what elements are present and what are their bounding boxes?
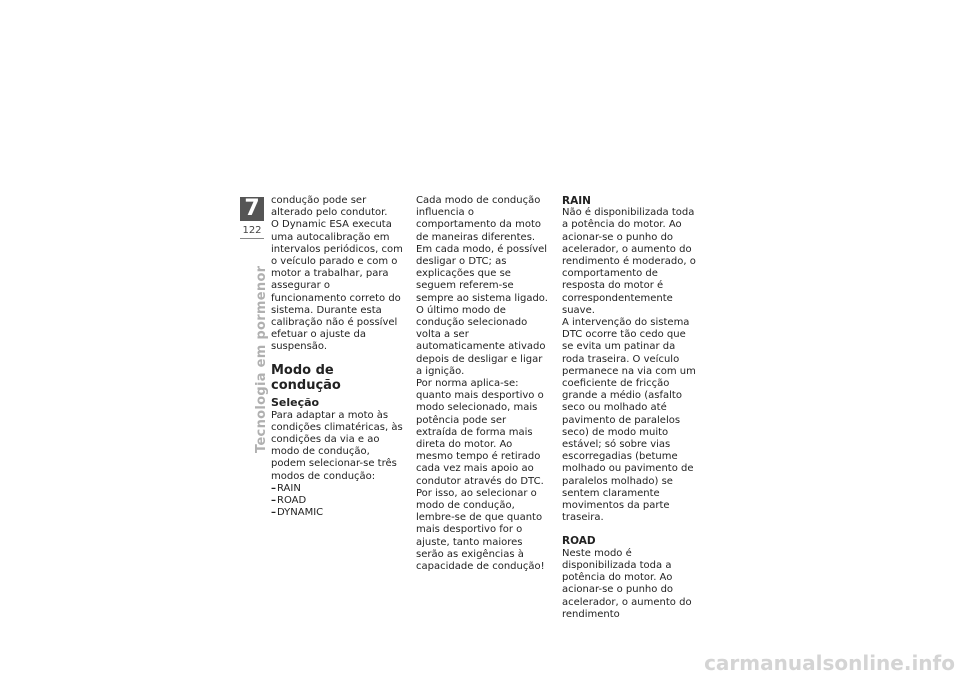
text-column-2 (416, 195, 548, 573)
watermark: carmanualsonline.info (704, 651, 955, 675)
mode-label: ROAD (277, 495, 307, 507)
mode-list (271, 483, 406, 520)
text-column-3 (562, 195, 698, 621)
list-item (271, 495, 406, 507)
mode-label: RAIN (277, 482, 301, 494)
road-title: ROAD (562, 535, 596, 548)
paragraph: Cada modo de condução influencia o comportamento da moto de maneiras diferentes. Em cada modo, é possível desligar o DTC; as explicações que se seguem referem-se sempre ao sistema ligado. O último modo de condução selecionado volta a ser automaticamente ativado depois de desligar e ligar a ignição. (416, 195, 548, 377)
mode-label: DYNAMIC (277, 507, 324, 519)
paragraph: Por isso, ao selecionar o modo de condução, lembre-se de que quanto mais desportivo for o ajuste, tanto maiores serão as exigências à capacidade de condução! (416, 487, 545, 573)
chapter-number-badge: 7 (240, 197, 264, 221)
rain-title: RAIN (562, 195, 591, 207)
paragraph: A intervenção do sistema DTC ocorre tão cedo que se evita um patinar da roda traseira. O veículo permanece na via com um coeficiente de fricção grande a médio (asfalto seco ou molhado até pavimento de paralelos seco) de modo muito estável; só sobre vias escorregadias (betume molhado ou pavimento de paralelos molhado) se sentem claramente movimentos da parte traseira. (562, 317, 696, 524)
subsection-title: Seleção (271, 395, 320, 409)
list-item (271, 483, 406, 495)
paragraph: Por norma aplica-se: quanto mais desportivo o modo selecionado, mais potência pode ser extraída de forma mais direta do motor. Ao mesmo tempo é retirado cada vez mais apoio ao condutor através do DTC. (416, 378, 544, 487)
paragraph: Para adaptar a moto às condições climatéricas, às condições da via e ao modo de condução, podem selecionar-se três modos de condução: (271, 409, 403, 482)
chapter-side-title: Tecnologia em pormenor (254, 265, 269, 453)
paragraph: Não é disponibilizada toda a potência do motor. Ao acionar-se o punho do acelerador, o aumento do rendimento é moderado, o comportamento de resposta do motor é correspondentemente suave. (562, 207, 696, 316)
section-title: Modo de condução (271, 362, 341, 393)
paragraph: Neste modo é disponibilizada toda a potência do motor. Ao acionar-se o punho do acelerador, o aumento do rendimento (562, 547, 692, 620)
paragraph: O Dynamic ESA executa uma autocalibração em intervalos periódicos, com o veículo parado e com o motor a trabalhar, para assegurar o funcionamento correto do sistema. Durante esta calibração não é possível efetuar o ajuste da suspensão. (271, 219, 403, 353)
list-item (271, 507, 406, 519)
page-number: 122 (242, 225, 262, 236)
text-column-1 (271, 195, 406, 519)
paragraph: condução pode ser alterado pelo condutor. (271, 195, 388, 219)
spacer (562, 524, 698, 535)
